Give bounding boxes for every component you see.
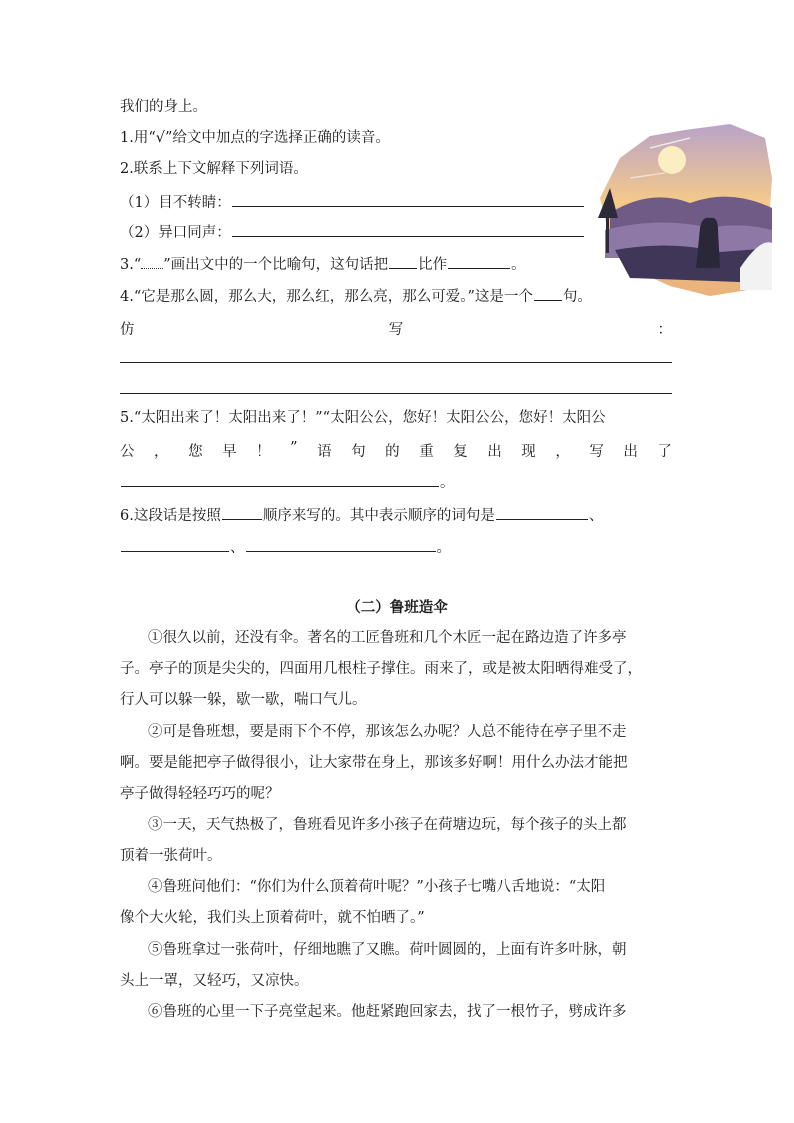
paragraph-2 [120,722,672,804]
paragraph-4 [120,877,672,928]
q6-text: 顺序来写的。其中表示顺序的词句是 [262,508,495,524]
answer-blank[interactable] [121,537,229,552]
q4-fang: 仿 [120,322,135,338]
answer-line[interactable] [120,362,672,363]
wavy-line-icon [141,262,163,269]
text-line: ⑤鲁班拿过一张荷叶，仔细地瞧了又瞧。荷叶圆圆的，上面有许多叶脉，朝 [148,942,627,958]
question-2-1 [120,192,585,213]
q3-text: 比作 [418,257,448,273]
q4-text: 句。 [562,289,592,305]
text-line: 行人可以躲一躲，歇一歇，喘口气儿。 [120,692,367,708]
passage-title: （二）鲁班造伞 [346,599,448,616]
text-line: ④鲁班问他们：“你们为什么顶着荷叶呢？”小孩子七嘴八舌地说：“太阳 [148,879,606,895]
q2-1-label: （1）目不转睛： [120,195,231,211]
q4-imitate-label [120,318,672,339]
q5-char: ” [290,440,298,456]
question-6-line-2 [120,537,451,558]
q5-char: 的 [385,444,400,460]
text-line: ①很久以前，还没有伞。著名的工匠鲁班和几个木匠一起在路边造了许多亭 [148,630,627,646]
answer-blank[interactable] [496,505,588,520]
text-line: ②可是鲁班想，要是雨下个不停，那该怎么办呢？人总不能待在亭子里不走 [148,724,627,740]
answer-line[interactable] [120,393,672,394]
question-2-2 [120,222,585,243]
text-line: 子。亭子的顶是尖尖的，四面用几根柱子撑住。雨来了，或是被太阳晒得难受了， [120,661,642,677]
q6-text: 6.这段话是按照 [120,508,221,524]
answer-blank[interactable] [222,505,262,520]
q5-char: ， [555,444,570,460]
question-5-line-3 [120,472,455,493]
answer-blank[interactable] [448,254,510,269]
paragraph-5 [120,940,672,991]
question-4 [120,286,592,307]
passage-tail: 我们的身上。 [120,99,207,115]
q4-xie: 写 [388,322,404,338]
q4-text: 4.“它是那么圆，那么大，那么红，那么亮，那么可爱。”这是一个 [120,289,533,305]
q2-2-label: （2）异口同声： [120,225,231,241]
q5-char: 了 [657,444,672,460]
sun-icon [658,146,686,174]
q4-colon: ： [657,322,672,338]
text-line: 顶着一张荷叶。 [120,848,222,864]
q6-text: 、 [230,540,245,556]
q3-text: ”画出文中的一个比喻句，这句话把 [163,257,389,273]
text-line: ⑥鲁班的心里一下子亮堂起来。他赶紧跑回家去，找了一根竹子，劈成许多 [148,1004,627,1020]
q5-char: 重 [419,444,434,460]
q5-char: ！ [256,444,271,460]
q6-text: 。 [436,540,451,556]
paragraph-6 [120,1002,672,1022]
paragraph-3 [120,815,672,866]
question-3 [120,254,526,275]
answer-blank[interactable] [121,472,439,487]
q5-char: 您 [188,444,203,460]
answer-blank[interactable] [232,192,584,207]
q5-char: 句 [351,444,366,460]
q6-text: 、 [588,508,604,524]
q5-char: ， [154,444,169,460]
text-line: 亭子做得轻轻巧巧的呢？ [120,786,280,802]
answer-blank[interactable] [246,537,436,552]
q5-char: 现 [521,444,536,460]
landscape-illustration [590,118,775,298]
q5-char: 写 [589,444,604,460]
text-line: 头上一罩，又轻巧，又凉快。 [120,973,309,989]
question-5-line-2 [120,440,672,461]
question-5-line-1: 5.“太阳出来了！太阳出来了！”“太阳公公，您好！太阳公公，您好！太阳公 [120,410,606,426]
q3-text: 3.“ [120,257,142,273]
q5-end: 。 [440,475,455,491]
text-line: ③一天，天气热极了，鲁班看见许多小孩子在荷塘边玩，每个孩子的头上都 [148,817,627,833]
question-6 [120,505,603,526]
paragraph-1 [120,628,672,710]
text-line: 像个大火轮，我们头上顶着荷叶，就不怕晒了。” [120,910,425,926]
q3-text: 。 [511,257,526,273]
answer-blank[interactable] [534,286,562,301]
q5-char: 早 [222,444,237,460]
q5-char: 复 [453,444,468,460]
answer-blank[interactable] [232,222,584,237]
q5-char: 公 [120,444,135,460]
text-line: 啊。要是能把亭子做得很小，让大家带在身上，那该多好啊！用什么办法才能把 [120,755,628,771]
question-2: 2.联系上下文解释下列词语。 [120,161,308,177]
answer-blank[interactable] [389,254,417,269]
q5-char: 出 [487,444,502,460]
question-1: 1.用“√”给文中加点的字选择正确的读音。 [120,130,390,146]
q5-char: 语 [317,444,332,460]
q5-char: 出 [623,444,638,460]
